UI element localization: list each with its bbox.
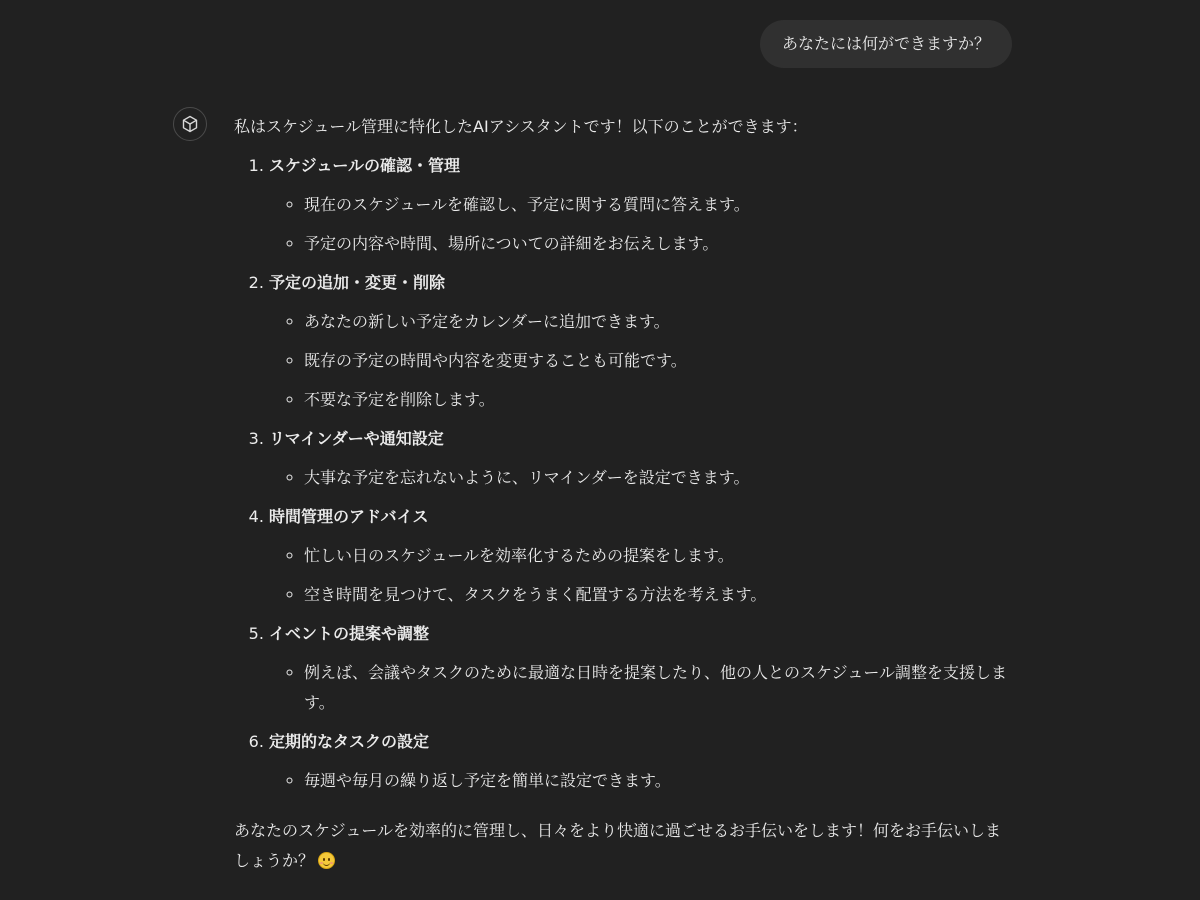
- section-heading: 6. 定期的なタスクの設定: [269, 732, 430, 751]
- smiling-face-emoji-icon: [318, 852, 335, 869]
- bullet-item: ◦ 大事な予定を忘れないように、リマインダーを設定できます。: [304, 463, 1014, 493]
- list-item: [269, 268, 1014, 415]
- bullet-list: [269, 190, 1014, 259]
- assistant-intro: 私はスケジュール管理に特化したAIアシスタントです！以下のことができます：: [234, 117, 808, 136]
- assistant-avatar: [173, 107, 207, 141]
- bullet-list: [269, 658, 1014, 718]
- section-heading: 2. 予定の追加・変更・削除: [269, 273, 446, 292]
- section-heading: 5. イベントの提案や調整: [269, 624, 430, 643]
- section-heading: 4. 時間管理のアドバイス: [269, 507, 429, 526]
- bullet-item: ◦ 現在のスケジュールを確認し、予定に関する質問に答えます。: [304, 190, 1014, 220]
- bullet-item: ◦ 忙しい日のスケジュールを効率化するための提案をします。: [304, 541, 1014, 571]
- bullet-item: ◦ 毎週や毎月の繰り返し予定を簡単に設定できます。: [304, 766, 1014, 796]
- bullet-list: [269, 463, 1014, 493]
- bullet-item: ◦ 不要な予定を削除します。: [304, 385, 1014, 415]
- section-heading: 3. リマインダーや通知設定: [269, 429, 444, 448]
- bullet-list: [269, 307, 1014, 415]
- list-item: [269, 151, 1014, 259]
- bullet-item: ◦ 既存の予定の時間や内容を変更することも可能です。: [304, 346, 1014, 376]
- section-heading: 1. スケジュールの確認・管理: [269, 156, 461, 175]
- bullet-item: ◦ 空き時間を見つけて、タスクをうまく配置する方法を考えます。: [304, 580, 1014, 610]
- capability-list: [234, 151, 1014, 796]
- bullet-list: [269, 541, 1014, 610]
- bullet-list: [269, 766, 1014, 796]
- bullet-item: ◦ 予定の内容や時間、場所についての詳細をお伝えします。: [304, 229, 1014, 259]
- bullet-item: ◦ あなたの新しい予定をカレンダーに追加できます。: [304, 307, 1014, 337]
- user-message-bubble: あなたには何ができますか？: [760, 20, 1012, 68]
- bullet-item: ◦ 例えば、会議やタスクのために最適な日時を提案したり、他の人とのスケジュール調整を支援します。: [304, 658, 1014, 718]
- list-item: [269, 502, 1014, 610]
- list-item: [269, 727, 1014, 796]
- openai-logo-icon: [180, 114, 200, 134]
- assistant-message: [234, 112, 1014, 876]
- list-item: [269, 424, 1014, 493]
- list-item: [269, 619, 1014, 718]
- assistant-outro: [234, 816, 1014, 876]
- outro-text: あなたのスケジュールを効率的に管理し、日々をより快適に過ごせるお手伝いをします！何をお手伝いしましょうか？: [234, 821, 1002, 870]
